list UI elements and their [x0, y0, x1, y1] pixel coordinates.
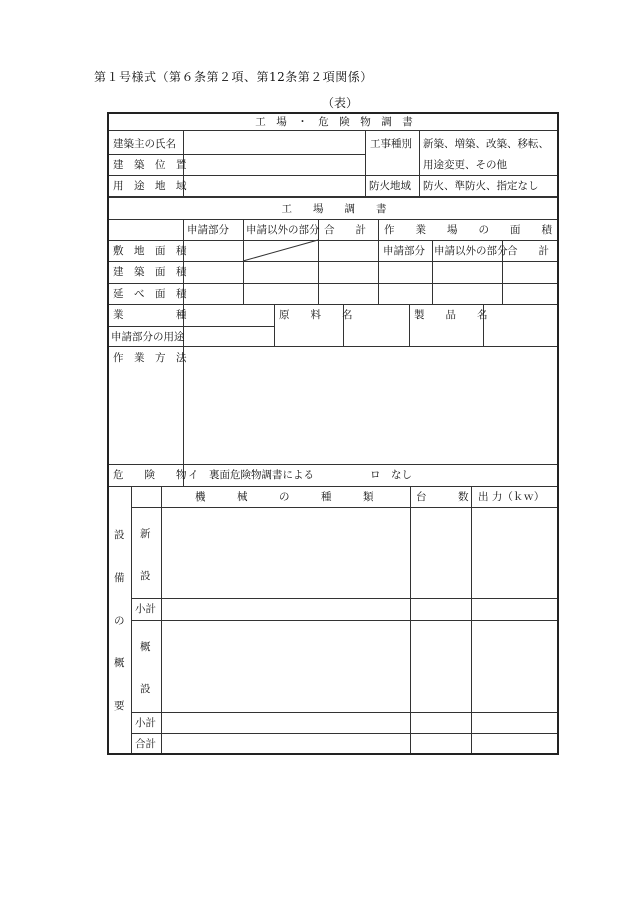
equipment-side-char-5: 要 — [114, 700, 125, 712]
work-type-label: 工事種別 — [370, 138, 412, 150]
subtotal-existing: 小計 — [135, 717, 156, 729]
section2-title: 工 場 調 書 — [281, 203, 387, 215]
raw-material-label: 原 料 名 — [279, 309, 353, 321]
industry-label: 業 種 — [113, 309, 187, 321]
work-type-options-2: 用途変更、その他 — [423, 159, 507, 171]
subtotal-new: 小計 — [135, 603, 156, 615]
fire-zone-options: 防火、準防火、指定なし — [423, 180, 539, 192]
equipment-side-char-3: の — [114, 615, 125, 627]
section1-title: 工 場 ・ 危 険 物 調 書 — [255, 116, 413, 128]
row-floor-area: 延 べ 面 積 — [113, 288, 187, 300]
wa-applied: 申請部分 — [383, 245, 425, 257]
col-applied: 申請部分 — [187, 224, 229, 236]
col-count: 台 数 — [416, 491, 469, 503]
grand-total: 合計 — [135, 738, 156, 750]
work-area-title: 作 業 場 の 面 積 — [384, 224, 552, 236]
form-title: 第１号様式（第６条第２項、第12条第２項関係） — [94, 70, 373, 84]
equipment-side-char-1: 設 — [114, 529, 125, 541]
usage-label: 申請部分の用途 — [111, 331, 185, 343]
hazard-label: 危 険 物 — [113, 469, 187, 481]
col-machine-type: 機 械 の 種 類 — [195, 491, 374, 503]
col-output: 出 力（ｋｗ） — [478, 491, 545, 503]
row-building-area: 建 築 面 積 — [113, 266, 187, 278]
wa-other: 申請以外の部分 — [434, 245, 508, 257]
existing-char-1: 概 — [140, 641, 151, 653]
zone-label: 用 途 地 域 — [113, 180, 187, 192]
row-site-area: 敷 地 面 積 — [113, 245, 187, 257]
work-type-options-1: 新築、増築、改築、移転、 — [423, 138, 549, 150]
owner-label: 建築主の氏名 — [113, 138, 176, 150]
existing-char-2: 設 — [140, 683, 151, 695]
hazard-option-a: イ 裏面危険物調書による — [188, 469, 314, 481]
col-other: 申請以外の部分 — [246, 224, 320, 236]
equipment-side-char-4: 概 — [114, 657, 125, 669]
col-total: 合 計 — [324, 224, 366, 236]
wa-total: 合 計 — [507, 245, 549, 257]
new-char-1: 新 — [140, 528, 151, 540]
product-label: 製 品 名 — [414, 309, 488, 321]
location-label: 建 築 位 置 — [113, 159, 187, 171]
fire-zone-label: 防火地域 — [369, 180, 411, 192]
new-char-2: 設 — [140, 570, 151, 582]
method-label: 作 業 方 法 — [113, 352, 187, 364]
side-label: （表） — [322, 96, 359, 110]
hazard-option-b: ロ なし — [370, 469, 412, 481]
equipment-side-char-2: 備 — [114, 572, 125, 584]
